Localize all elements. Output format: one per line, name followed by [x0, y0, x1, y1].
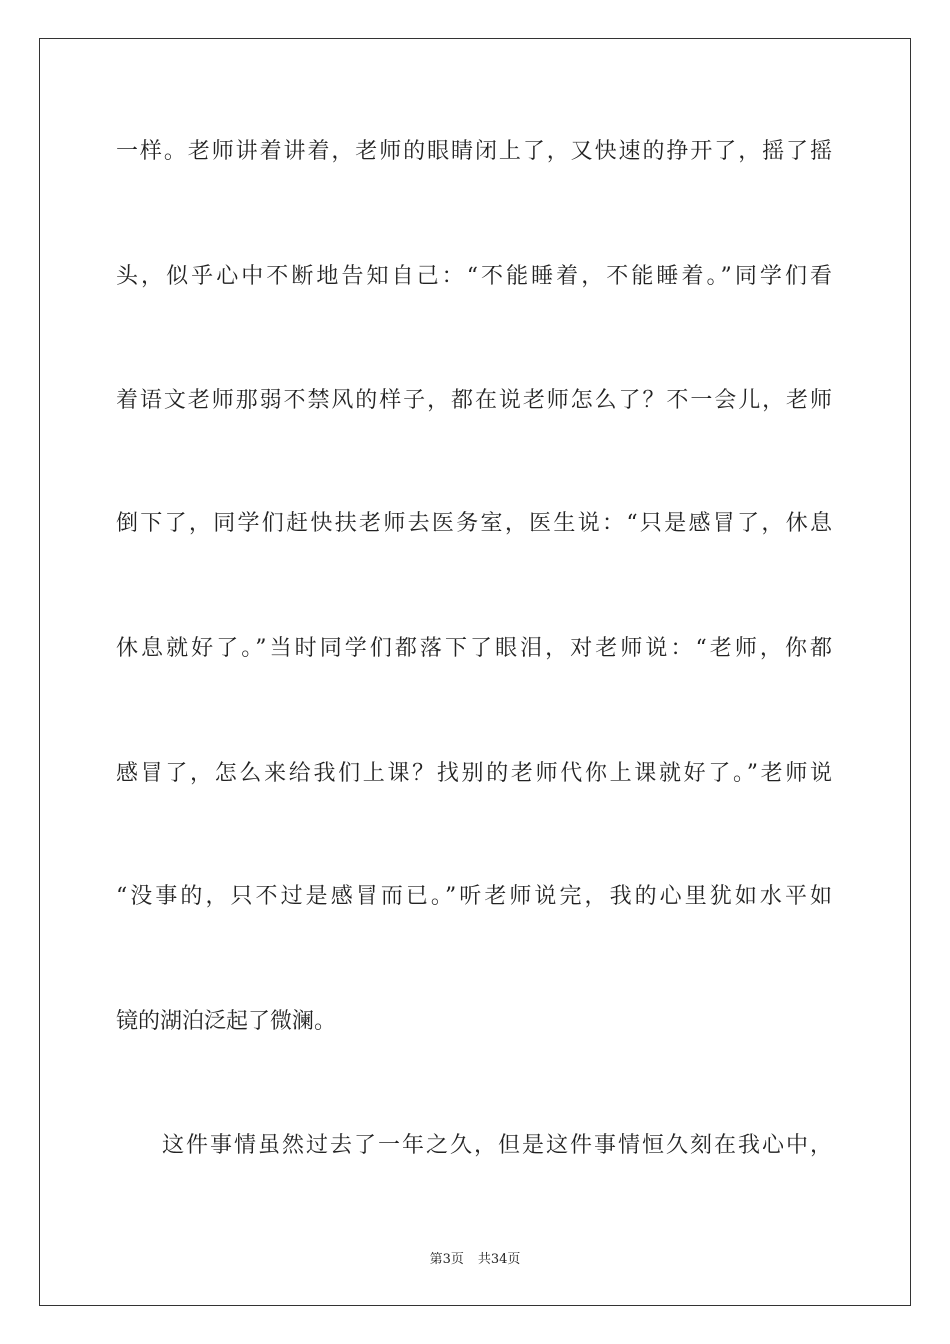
- page-border: [39, 38, 911, 1306]
- paragraph-line-1: 一样。老师讲着讲着，老师的眼睛闭上了，又快速的挣开了，摇了摇: [116, 139, 832, 164]
- paragraph-line-7: “没事的，只不过是感冒而已。”听老师说完，我的心里犹如水平如: [116, 884, 832, 909]
- page-number: 第3页: [429, 1252, 464, 1267]
- page-total: 共34页: [477, 1252, 521, 1267]
- paragraph-line-8: 镜的湖泊泛起了微澜。: [116, 1009, 337, 1034]
- paragraph-line-2: 头，似乎心中不断地告知自己：“不能睡着，不能睡着。”同学们看: [116, 264, 832, 289]
- paragraph-line-3: 着语文老师那弱不禁风的样子，都在说老师怎么了？不一会儿，老师: [116, 388, 832, 413]
- paragraph-line-5: 休息就好了。”当时同学们都落下了眼泪，对老师说：“老师，你都: [116, 636, 832, 661]
- paragraph-line-4: 倒下了，同学们赶快扶老师去医务室，医生说：“只是感冒了，休息: [116, 511, 832, 536]
- page-footer: [0, 1248, 950, 1267]
- paragraph-line-6: 感冒了，怎么来给我们上课？找别的老师代你上课就好了。”老师说: [116, 761, 832, 786]
- paragraph-line-9: 这件事情虽然过去了一年之久，但是这件事情恒久刻在我心中，: [162, 1133, 832, 1158]
